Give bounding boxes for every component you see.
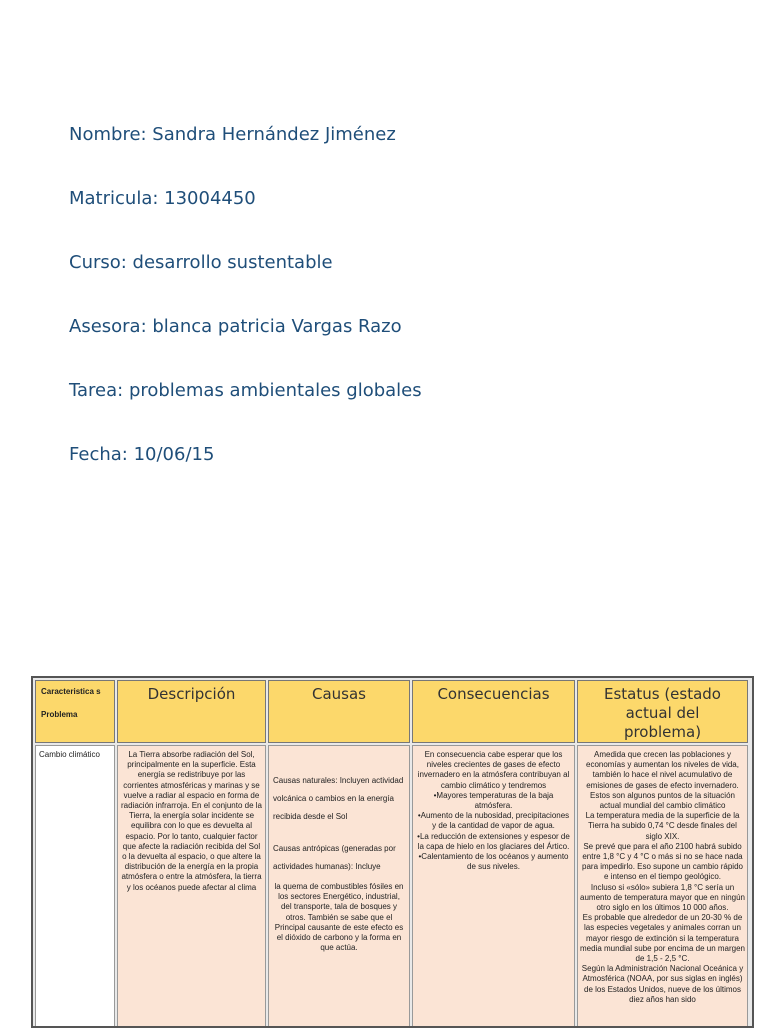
consecuencias-item: •La reducción de extensiones y espesor de la capa de hielo en los glaciares del Ártico.	[417, 831, 570, 851]
consecuencias-intro: En consecuencia cabe esperar que los niveles crecientes de gases de efecto invernadero en la atmósfera contribuyan al cambio climático y tendremos	[417, 750, 570, 790]
causas-detalle-text: la quema de combustibles fósiles en los sectores Energético, industrial, del transporte, tala de bosques y otros. También se sabe que el Principal causante de este efecto es el dióxido de carbono y la forma en que actúa.	[274, 882, 404, 953]
corner-top-label: Caracteristica s	[41, 687, 101, 696]
advisor: Asesora: blanca patricia Vargas Razo	[69, 316, 402, 337]
course: Curso: desarrollo sustentable	[69, 252, 333, 273]
date: Fecha: 10/06/15	[69, 444, 215, 465]
estatus-paragraph: Estos son algunos puntos de la situación actual mundial del cambio climático	[590, 790, 735, 811]
student-name: Nombre: Sandra Hernández Jiménez	[69, 124, 396, 145]
problem-cell	[35, 745, 115, 1028]
header-consecuencias-label: Consecuencias	[437, 685, 550, 703]
assignment: Tarea: problemas ambientales globales	[69, 380, 422, 401]
causas-antropicas-text: Causas antrópicas (generadas por actividades humanas): Incluye	[273, 844, 396, 871]
header-causas-label: Causas	[312, 685, 366, 703]
causas-naturales-text: Causas naturales: Incluyen actividad volcánica o cambios en la energía recibida desde el Sol	[273, 776, 404, 821]
estatus-paragraph: Según la Administración Nacional Oceánica y Atmosférica (NOAA, por sus siglas en inglés) de los Estados Unidos, nueve de los últimos diez años han sido	[581, 964, 744, 1004]
estatus-paragraph: Incluso si «sólo» subiera 1,8 °C sería un aumento de temperatura mayor que en ningún otro siglo en los últimos 10 000 años.	[580, 882, 745, 913]
estatus-paragraph: Es probable que alrededor de un 20-30 % de las especies vegetales y animales corran un mayor riesgo de extinción si la temperatura media mundial sube por encima de un margen de 1,5 - 2,5 °C.	[580, 913, 745, 964]
header-consecuencias	[412, 680, 575, 743]
header-estatus-label: Estatus (estado actual del problema)	[603, 685, 721, 741]
consecuencias-cell	[412, 745, 575, 1028]
header-causas	[268, 680, 410, 743]
consecuencias-item: •Mayores temperaturas de la baja atmósfera.	[433, 790, 554, 811]
consecuencias-item: •Calentamiento de los océanos y aumento de sus niveles.	[418, 852, 569, 872]
causas-cell	[268, 745, 410, 1028]
descripcion-text: La Tierra absorbe radiación del Sol, principalmente en la superficie. Esta energía se redistribuye por las corrientes atmosféricas y marinas y se vuelve a radiar al espacio en forma de radiación infrarroja. En el conjunto de la Tierra, la energía solar incidente se equilibra con lo que es devuelta al espacio. Por lo tanto, cualquier factor que afecte la radiación recibida del Sol o la devuelta al espacio, o que altere la distribución de la energía en la propia atmósfera o entre la atmósfera, la tierra y los océanos puede afectar al clima	[121, 750, 262, 892]
estatus-paragraph: Amedida que crecen las poblaciones y economías y aumentan los niveles de vida, también lo hace el nivel acumulativo de emisiones de gases de efecto invernadero.	[586, 750, 739, 790]
header-estatus	[577, 680, 748, 743]
header-descripcion	[117, 680, 266, 743]
estatus-paragraph: La temperatura media de la superficie de la Tierra ha subido 0,74 °C desde finales del siglo XIX.	[585, 811, 740, 841]
descripcion-cell	[117, 745, 266, 1028]
corner-header	[35, 680, 115, 743]
problems-table	[31, 676, 754, 1028]
consecuencias-item: •Aumento de la nubosidad, precipitaciones y de la cantidad de vapor de agua.	[417, 811, 570, 831]
estatus-paragraph: Se prevé que para el año 2100 habrá subido entre 1,8 °C y 4 °C o más si no se hace nada para impedirlo. Eso supone un cambio rápido e intenso en el tiempo geológico.	[582, 841, 743, 882]
problem-name: Cambio climático	[39, 750, 100, 759]
estatus-cell	[577, 745, 748, 1028]
corner-bottom-label: Problema	[41, 710, 78, 719]
header-descripcion-label: Descripción	[147, 685, 236, 703]
student-id: Matricula: 13004450	[69, 188, 256, 209]
